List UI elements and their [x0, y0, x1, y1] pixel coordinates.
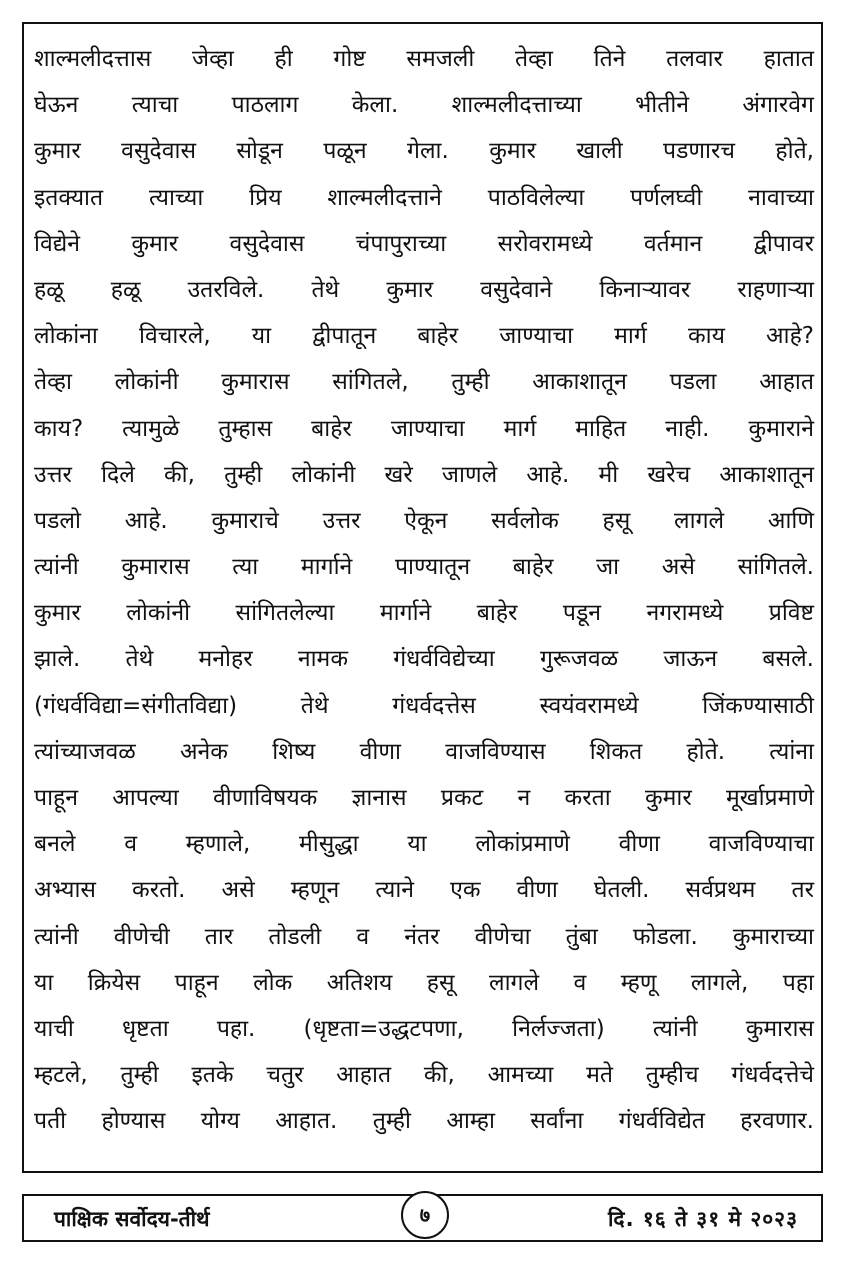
text-line-4: इतक्यात त्याच्या प्रिय शाल्मलीदत्ताने पाठविलेल्या पर्णलघ्वी नावाच्या — [34, 184, 814, 211]
text-line-14: झाले. तेथे मनोहर नामक गंधर्वविद्येच्या गुरूजवळ जाऊन बसले. — [34, 646, 814, 673]
text-line-9: काय? त्यामुळे तुम्हास बाहेर जाण्याचा मार्ग माहित नाही. कुमाराने — [34, 415, 814, 442]
text-line-7: लोकांना विचारले, या द्वीपातून बाहेर जाण्याचा मार्ग काय आहे? — [34, 323, 814, 350]
article-body — [34, 36, 814, 1145]
text-line-19: अभ्यास करतो. असे म्हणून त्याने एक वीणा घेतली. सर्वप्रथम तर — [34, 877, 814, 904]
text-line-11: पडलो आहे. कुमाराचे उत्तर ऐकून सर्वलोक हसू लागले आणि — [34, 507, 814, 534]
text-line-8: तेव्हा लोकांनी कुमारास सांगितले, तुम्ही आकाशातून पडला आहात — [34, 369, 814, 396]
text-line-13: कुमार लोकांनी सांगितलेल्या मार्गाने बाहेर पडून नगरामध्ये प्रविष्ट — [34, 600, 814, 627]
text-line-20: त्यांनी वीणेची तार तोडली व नंतर वीणेचा तुंबा फोडला. कुमाराच्या — [34, 923, 814, 950]
text-line-5: विद्येने कुमार वसुदेवास चंपापुराच्या सरोवरामध्ये वर्तमान द्वीपावर — [34, 230, 814, 257]
text-line-2: घेऊन त्याचा पाठलाग केला. शाल्मलीदत्ताच्या भीतीने अंगारवेग — [34, 92, 814, 119]
text-line-15: (गंधर्वविद्या=संगीतविद्या) तेथे गंधर्वदत्तेस स्वयंवरामध्ये जिंकण्यासाठी — [34, 692, 814, 719]
text-line-10: उत्तर दिले की, तुम्ही लोकांनी खरे जाणले आहे. मी खरेच आकाशातून — [34, 461, 814, 488]
text-line-16: त्यांच्याजवळ अनेक शिष्य वीणा वाजविण्यास शिकत होते. त्यांना — [34, 738, 814, 765]
text-line-1: शाल्मलीदत्तास जेव्हा ही गोष्ट समजली तेव्हा तिने तलवार हातात — [34, 46, 814, 72]
text-line-21: या क्रियेस पाहून लोक अतिशय हसू लागले व म्हणू लागले, पहा — [34, 969, 814, 996]
text-line-6: हळू हळू उतरविले. तेथे कुमार वसुदेवाने किनाऱ्यावर राहणाऱ्या — [34, 276, 814, 303]
text-line-12: त्यांनी कुमारास त्या मार्गाने पाण्यातून बाहेर जा असे सांगितले. — [34, 554, 814, 581]
publication-name: पाक्षिक सर्वोदय-तीर्थ — [54, 1207, 210, 1231]
page-number: ७ — [401, 1191, 449, 1239]
text-line-17: पाहून आपल्या वीणाविषयक ज्ञानास प्रकट न करता कुमार मूर्खाप्रमाणे — [34, 785, 814, 811]
issue-date: दि. १६ ते ३१ मे २०२३ — [607, 1207, 798, 1231]
text-line-18: बनले व म्हणाले, मीसुद्धा या लोकांप्रमाणे वीणा वाजविण्याचा — [34, 831, 814, 858]
text-line-22: याची धृष्टता पहा. (धृष्टता=उद्धटपणा, निर्लज्जता) त्यांनी कुमारास — [34, 1015, 814, 1042]
text-line-24: पती होण्यास योग्य आहात. तुम्ही आम्हा सर्वांना गंधर्वविद्येत हरवणार. — [34, 1108, 814, 1135]
text-line-3: कुमार वसुदेवास सोडून पळून गेला. कुमार खाली पडणारच होते, — [34, 138, 814, 165]
text-line-23: म्हटले, तुम्ही इतके चतुर आहात की, आमच्या मते तुम्हीच गंधर्वदत्तेचे — [34, 1062, 814, 1089]
